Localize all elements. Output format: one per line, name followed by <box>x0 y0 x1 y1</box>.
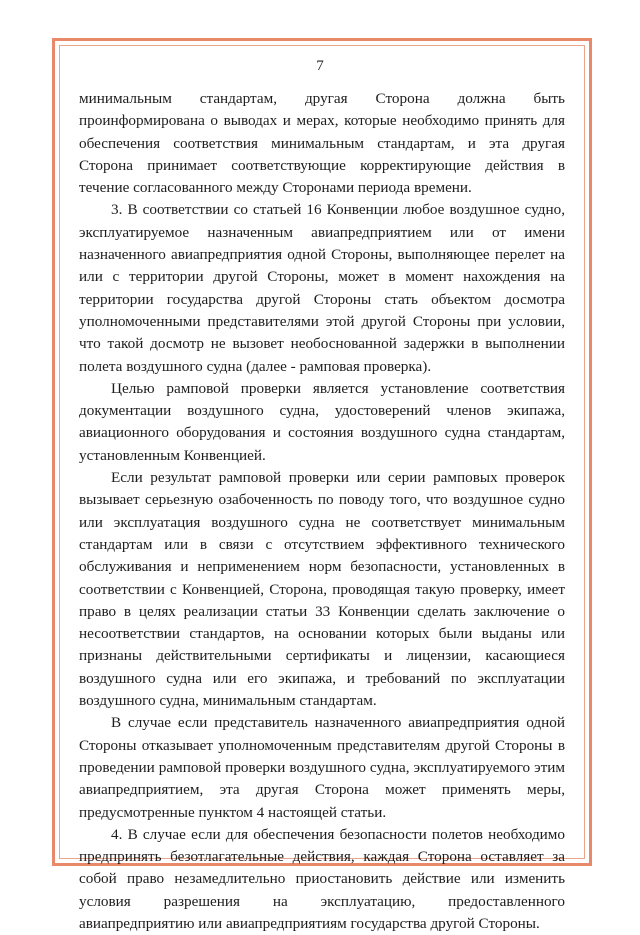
paragraph-item-4: 4. В случае если для обеспечения безопасности полетов необходимо предпринять безотлагательные действия, каждая Сторона оставляет за собой право незамедлительно приостановить действие или изменить условия разрешения на эксплуатацию, предоставленного авиапредприятию или авиапредприятиям государства другой Стороны. <box>79 825 565 932</box>
paragraph-refusal-of-inspection: В случае если представитель назначенного авиапредприятия одной Стороны отказывает уполномоченным представителям другой Стороны в проведении рамповой проверки воздушного судна, эксплуатируемого этим авиапредприятием, эта другая Сторона может применять меры, предусмотренные пунктом 4 настоящей статьи. <box>79 714 565 821</box>
page-number: 7 <box>316 58 324 74</box>
paragraph-item-3: 3. В соответствии со статьей 16 Конвенции любое воздушное судно, эксплуатируемое назначенным авиапредприятием или от имени назначенного авиапредприятия одной Стороны, выполняющее перелет на или с территории другой Стороны, может в момент нахождения на территории государства другой Стороны стать объектом досмотра уполномоченными представителями этой другой Стороны при условии, что такой досмотр не вызовет необоснованной задержки в выполнении полета воздушного судна (далее - рамповая проверка). <box>79 201 565 375</box>
document-body <box>79 88 565 935</box>
paragraph-continuation: минимальным стандартам, другая Сторона должна быть проинформирована о выводах и мерах, которые необходимо принять для обеспечения соответствия минимальным стандартам, и эта другая Сторона принимает соответствующие корректирующие действия в течение согласованного между Сторонами периода времени. <box>79 90 565 197</box>
paragraph-inspection-results: Если результат рамповой проверки или серии рамповых проверок вызывает серьезную озабоченность по поводу того, что воздушное судно или эксплуатация воздушного судна не соответствует минимальным стандартам или в связи с отсутствием эффективного технического обслуживания и неприменением норм безопасности, установленных в соответствии с Конвенцией, Сторона, проводящая такую проверку, имеет право в целях реализации статьи 33 Конвенции сделать заключение о несоответствии стандартов, на основании которых были выданы или признаны действительными сертификаты и лицензии, касающиеся воздушного судна или его экипажа, и требований по эксплуатации воздушного судна, минимальным стандартам. <box>79 469 565 710</box>
paragraph-ramp-inspection-purpose: Целью рамповой проверки является установление соответствия документации воздушного судна, удостоверений членов экипажа, авиационного оборудования и состояния воздушного судна стандартам, установленным Конвенцией. <box>79 379 565 464</box>
